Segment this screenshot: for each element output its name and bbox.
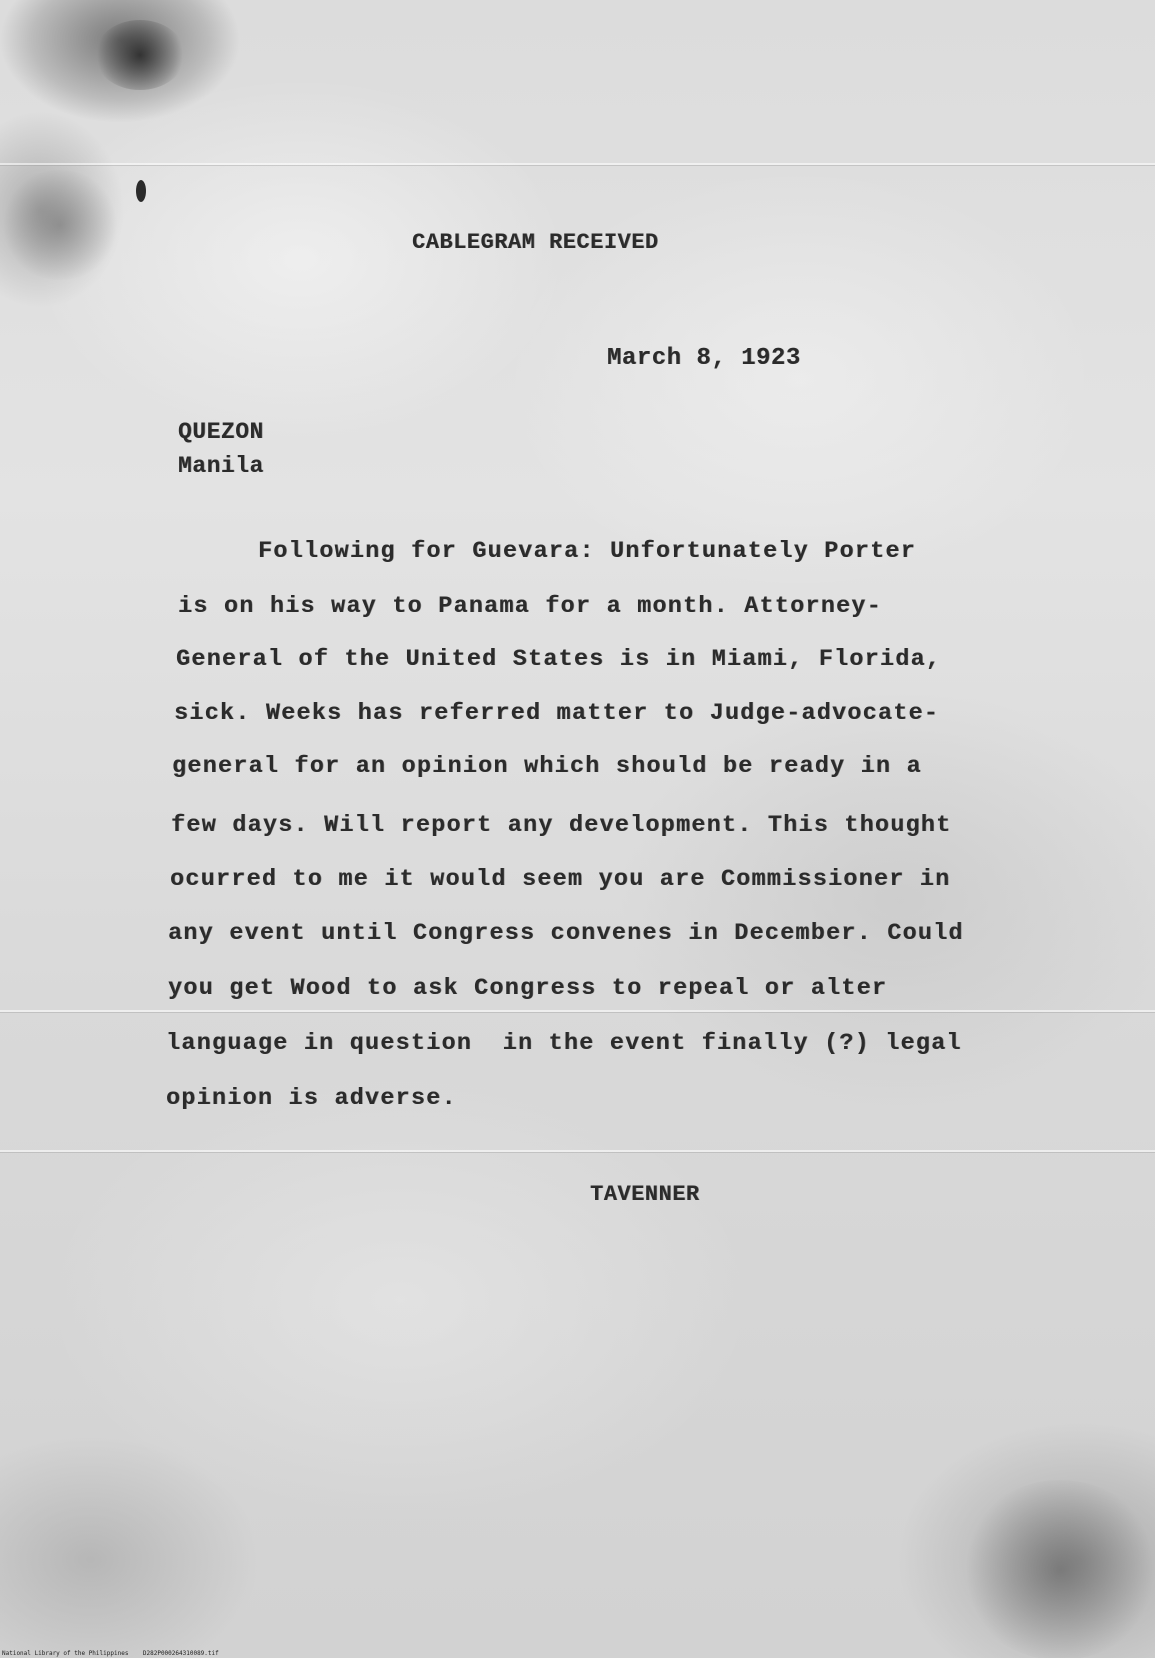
body-line: general for an opinion which should be ready in a <box>172 753 922 780</box>
body-line: any event until Congress convenes in December. Could <box>168 920 964 947</box>
document-heading: CABLEGRAM RECEIVED <box>412 230 659 255</box>
body-line: opinion is adverse. <box>166 1085 457 1112</box>
body-line: ocurred to me it would seem you are Commissioner in <box>170 866 951 893</box>
addressee-city: Manila <box>178 453 264 479</box>
body-line: you get Wood to ask Congress to repeal or alter <box>168 975 888 1002</box>
body-line: Following for Guevara: Unfortunately Porter <box>258 538 916 565</box>
body-line: few days. Will report any development. This thought <box>171 812 952 839</box>
body-line: is on his way to Panama for a month. Attorney- <box>178 593 882 620</box>
document-date: March 8, 1923 <box>607 345 801 372</box>
body-line: language in question in the event finally (?) legal <box>166 1030 962 1057</box>
body-line: General of the United States is in Miami, Florida, <box>176 646 942 673</box>
body-line: sick. Weeks has referred matter to Judge-advocate- <box>174 700 940 727</box>
addressee-name: QUEZON <box>178 419 264 445</box>
signature: TAVENNER <box>590 1182 700 1207</box>
archive-footer: National Library of the Philippines D282P000264310089.tif <box>2 1650 219 1657</box>
